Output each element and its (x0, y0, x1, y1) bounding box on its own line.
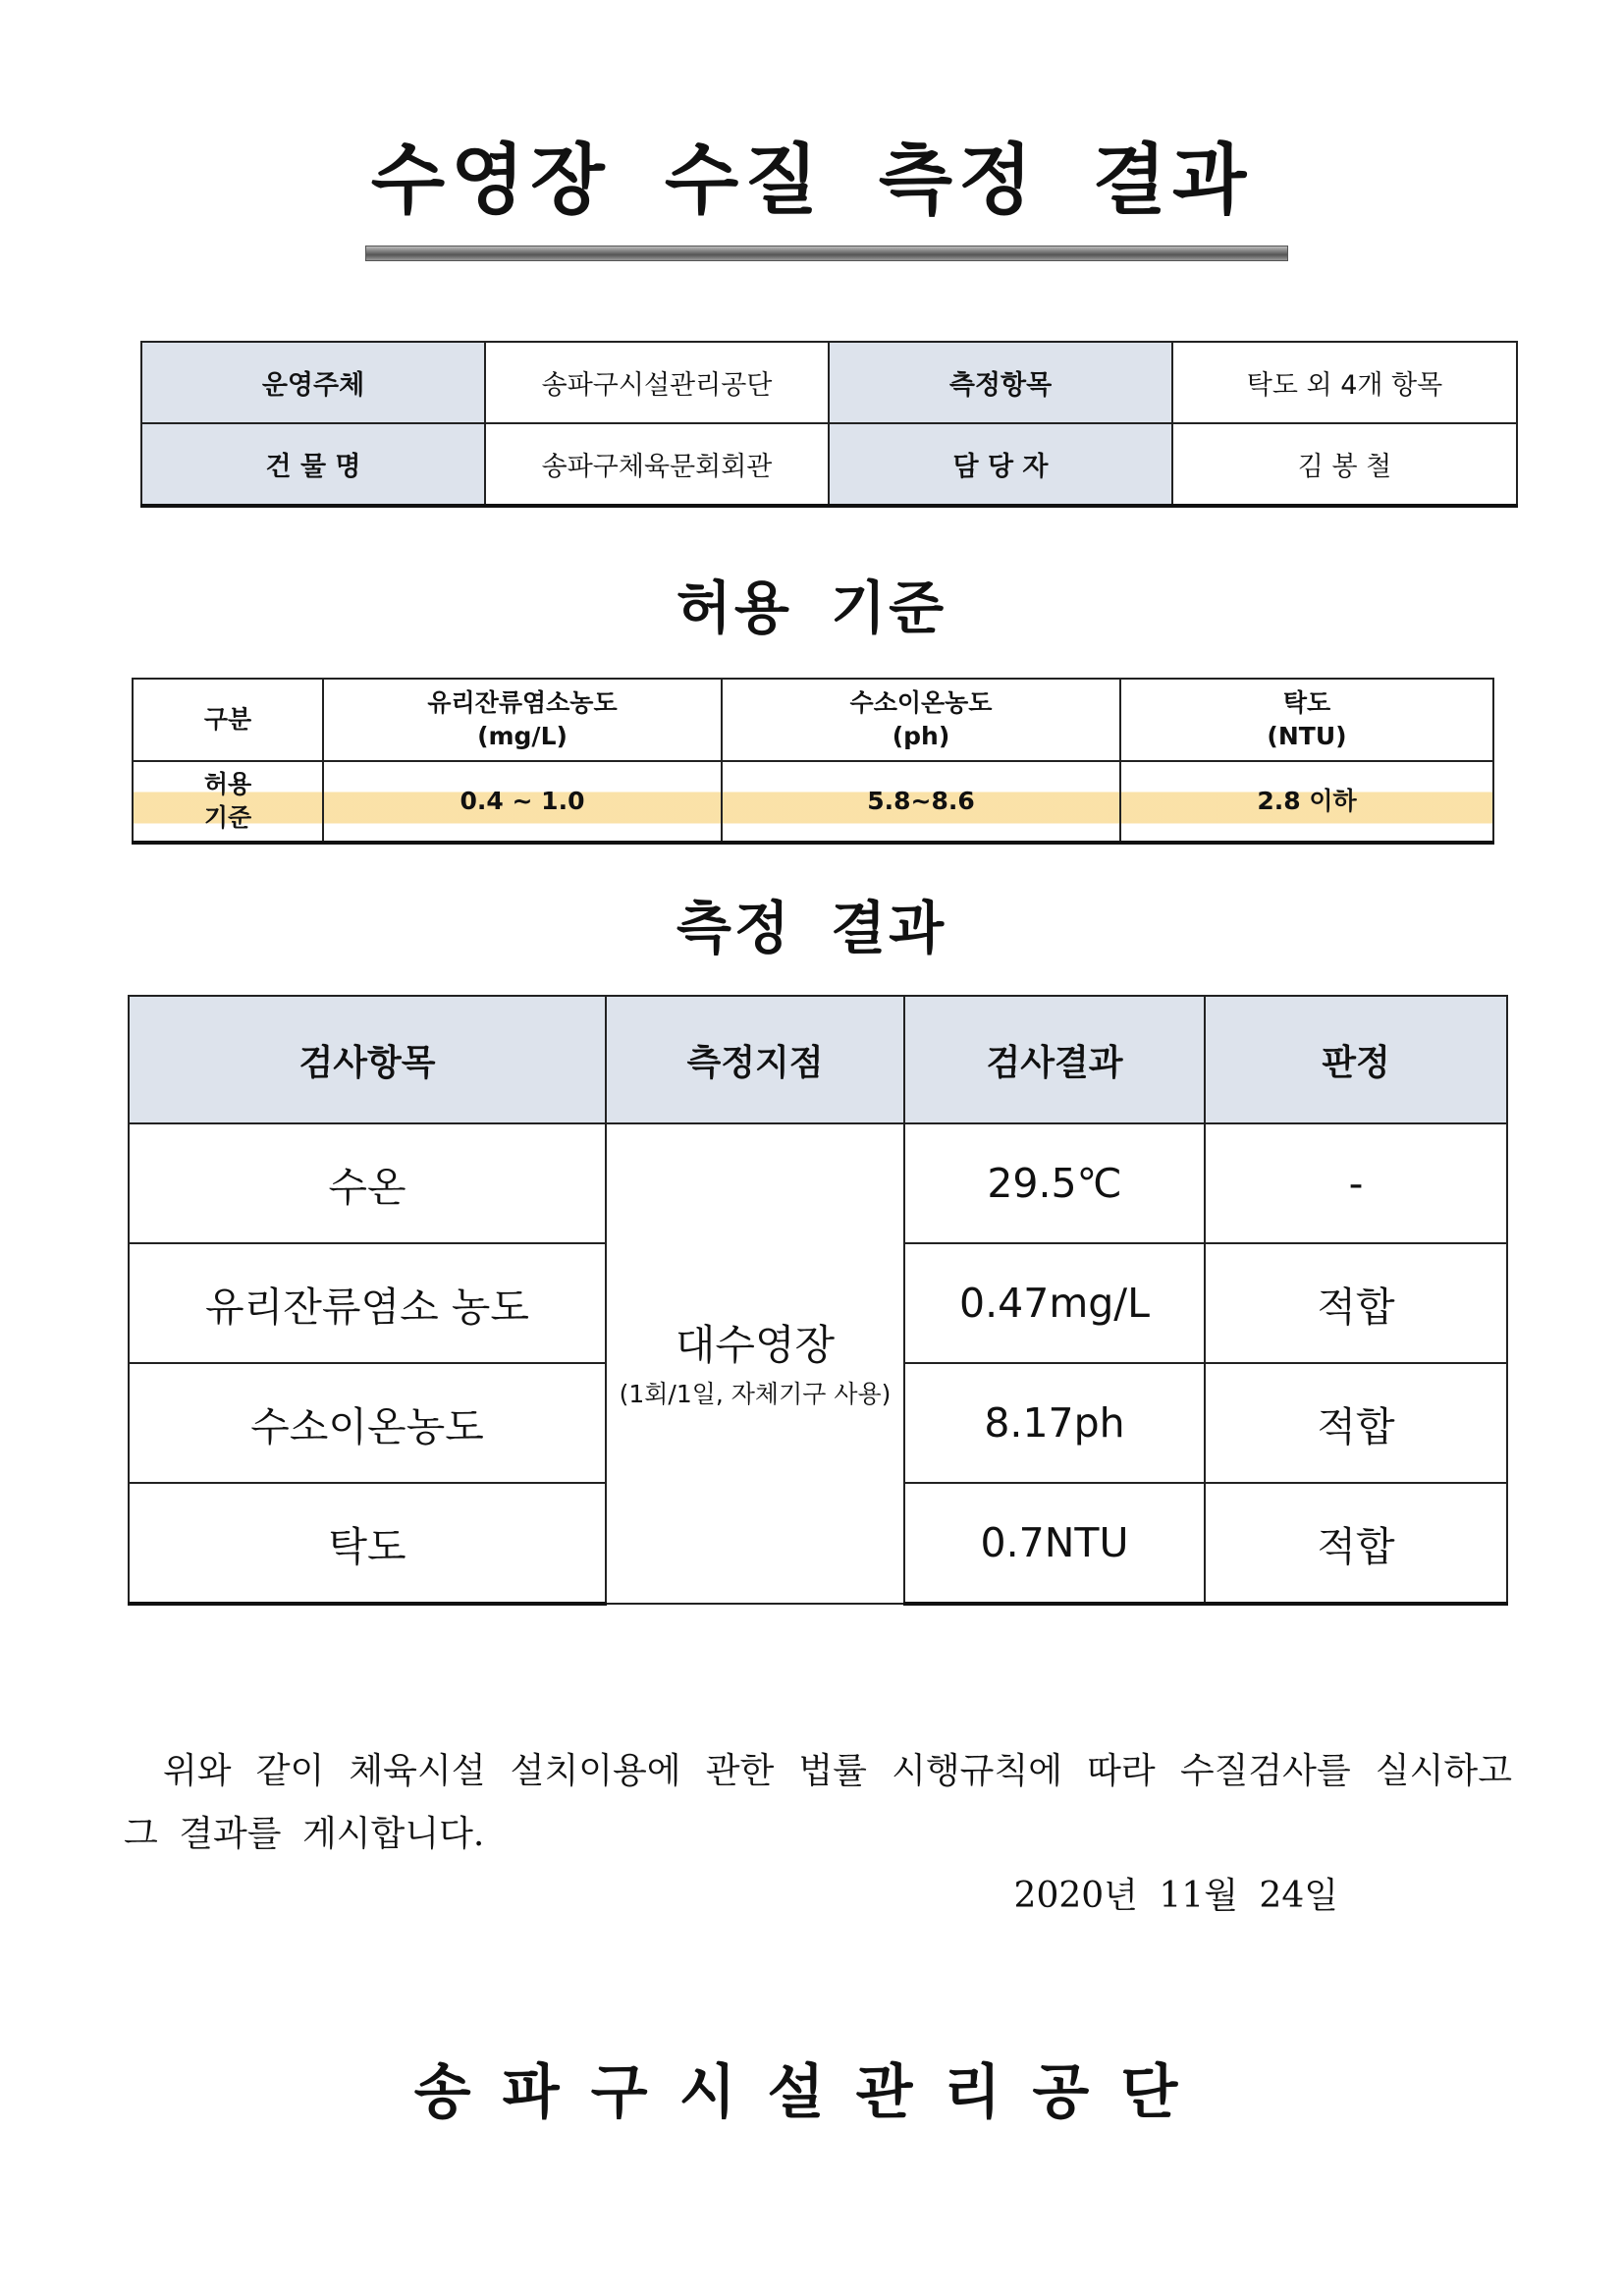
info-row-1 (141, 342, 1517, 423)
table-row (129, 1123, 1507, 1243)
row-item: 탁도 (129, 1483, 606, 1604)
header-location: 측정지점 (606, 996, 904, 1123)
items-value: 탁도 외 4개 항목 (1172, 342, 1517, 423)
building-value: 송파구체육문회회관 (485, 423, 829, 506)
row-result: 0.47mg/L (904, 1243, 1205, 1363)
row-item: 수온 (129, 1123, 606, 1243)
standards-table (132, 678, 1494, 845)
row-result: 8.17ph (904, 1363, 1205, 1483)
operator-label: 운영주체 (141, 342, 485, 423)
header-result: 검사결과 (904, 996, 1205, 1123)
turbidity-allowed: 2.8 이하 (1120, 761, 1493, 843)
header-item: 검사항목 (129, 996, 606, 1123)
results-header-row (129, 996, 1507, 1123)
row-judgement: 적합 (1205, 1243, 1507, 1363)
building-label: 건 물 명 (141, 423, 485, 506)
title-underline-bar (365, 246, 1288, 261)
ph-header-name: 수소이온농도 (849, 688, 993, 718)
row-result: 0.7NTU (904, 1483, 1205, 1604)
row-judgement: 적합 (1205, 1483, 1507, 1604)
standards-allowed-row (133, 761, 1493, 843)
results-table (128, 995, 1508, 1606)
row-judgement: 적합 (1205, 1363, 1507, 1483)
ph-header (722, 679, 1120, 761)
turbidity-header (1120, 679, 1493, 761)
items-label: 측정항목 (829, 342, 1172, 423)
row-result: 29.5℃ (904, 1123, 1205, 1243)
ph-header-unit: (ph) (892, 722, 950, 750)
row-item: 수소이온농도 (129, 1363, 606, 1483)
row-item: 유리잔류염소 농도 (129, 1243, 606, 1363)
manager-label: 담 당 자 (829, 423, 1172, 506)
results-section-title: 측정 결과 (676, 895, 947, 961)
location-cell (606, 1123, 904, 1604)
location-main: 대수영장 (675, 1321, 836, 1370)
operator-value: 송파구시설관리공단 (485, 342, 829, 423)
chlorine-allowed: 0.4 ~ 1.0 (323, 761, 722, 843)
document-title: 수영장 수질 측정 결과 (370, 137, 1253, 225)
info-table (140, 341, 1518, 508)
info-row-2 (141, 423, 1517, 506)
standards-section-title: 허용 기준 (676, 574, 947, 641)
turbidity-header-unit: (NTU) (1267, 722, 1347, 750)
organization-name: 송파구시설관리공단 (413, 2058, 1210, 2127)
issue-date: 2020년 11월 24일 (1013, 1876, 1338, 1916)
standards-header-row (133, 679, 1493, 761)
row-judgement: - (1205, 1123, 1507, 1243)
turbidity-header-name: 탁도 (1282, 688, 1331, 718)
category-header: 구분 (133, 679, 323, 761)
chlorine-header-name: 유리잔류염소농도 (427, 688, 618, 718)
chlorine-header (323, 679, 722, 761)
ph-allowed: 5.8~8.6 (722, 761, 1120, 843)
chlorine-header-unit: (mg/L) (477, 722, 568, 750)
statement-text: 위와 같이 체육시설 설치이용에 관한 법률 시행규칙에 따라 수질검사를 실시하고 그 결과를 게시합니다. (124, 1751, 1512, 1854)
header-judgement: 판정 (1205, 996, 1507, 1123)
location-sub: (1회/1일, 자체기구 사용) (619, 1379, 892, 1408)
allowed-label: 허용 기준 (133, 761, 323, 843)
manager-value: 김 봉 철 (1172, 423, 1517, 506)
